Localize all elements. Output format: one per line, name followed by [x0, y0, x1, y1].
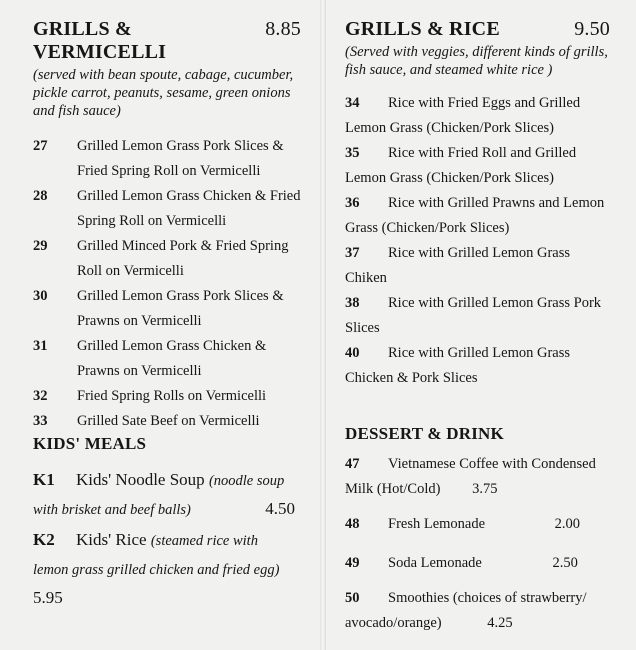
menu-item	[345, 91, 610, 141]
item-number: 40	[345, 345, 360, 361]
menu-item-list	[33, 134, 301, 434]
section-subtitle: (Served with veggies, different kinds of grills, fish sauce, and steamed white rice )	[345, 44, 608, 78]
section-price: 8.85	[265, 18, 301, 40]
menu-item	[345, 551, 610, 576]
section-title: DESSERT & DRINK	[345, 424, 504, 443]
section-price: 9.50	[574, 18, 610, 40]
item-text: Smoothies (choices of strawberry/ avocado/orange)	[345, 590, 587, 631]
item-text: Grilled Lemon Grass Pork Slices & Fried Spring Roll on Vermicelli	[77, 138, 284, 179]
item-text: Rice with Fried Eggs and Grilled Lemon Grass (Chicken/Pork Slices)	[345, 95, 581, 136]
item-text: Grilled Lemon Grass Chicken & Fried Spring Roll on Vermicelli	[77, 188, 301, 229]
item-text: Rice with Grilled Lemon Grass Pork Slices	[345, 295, 602, 336]
item-price: 3.75	[472, 481, 498, 497]
section-title-text: KIDS' MEALS	[33, 434, 147, 453]
item-description: (steamed rice with lemon grass grilled chicken and fried egg)	[33, 533, 280, 578]
item-number: 38	[345, 295, 360, 311]
item-price: 5.95	[33, 588, 63, 607]
item-number: 35	[345, 145, 360, 161]
kids-item	[33, 526, 295, 612]
section-header	[345, 424, 610, 444]
item-text: Rice with Grilled Lemon Grass Chicken & Pork Slices	[345, 345, 571, 386]
section-header	[345, 18, 610, 41]
item-number: 37	[345, 245, 360, 261]
item-number: 27	[33, 138, 48, 154]
item-price: 4.50	[265, 499, 295, 518]
item-text: Rice with Fried Roll and Grilled Lemon Grass (Chicken/Pork Slices)	[345, 145, 577, 186]
menu-item	[33, 234, 301, 284]
grills-rice-section	[345, 18, 610, 391]
menu-item	[345, 141, 610, 191]
item-price: 4.25	[487, 615, 513, 631]
menu-item-list	[345, 91, 610, 391]
menu-item	[345, 241, 610, 291]
kids-item	[33, 466, 295, 524]
item-text: Fried Spring Rolls on Vermicelli	[77, 388, 267, 404]
menu-item	[33, 184, 301, 234]
item-text: Grilled Lemon Grass Pork Slices & Prawns on Vermicelli	[77, 288, 284, 329]
item-text: Rice with Grilled Prawns and Lemon Grass (Chicken/Pork Slices)	[345, 195, 605, 236]
item-text: Grilled Minced Pork & Fried Spring Roll on Vermicelli	[77, 238, 289, 279]
item-text: Rice with Grilled Lemon Grass Chiken	[345, 245, 571, 286]
menu-item	[345, 291, 610, 341]
kids-meals-section	[33, 434, 295, 612]
section-subtitle: (served with bean spoute, cabage, cucumber, pickle carrot, peanuts, sesame, green onions and fish sauce)	[33, 67, 294, 119]
grills-vermicelli-section	[33, 18, 301, 434]
item-number: 29	[33, 238, 48, 254]
item-number: 31	[33, 338, 48, 354]
item-text: Soda Lemonade	[388, 555, 482, 571]
menu-item	[345, 191, 610, 241]
item-number: 36	[345, 195, 360, 211]
item-number: 49	[345, 555, 360, 571]
item-price: 2.00	[554, 516, 581, 532]
item-text: Fresh Lemonade	[388, 516, 486, 532]
item-number: 48	[345, 516, 360, 532]
dessert-drink-section	[345, 424, 610, 636]
item-number: K2	[33, 530, 55, 549]
menu-item	[345, 586, 610, 636]
menu-item	[345, 512, 610, 537]
item-number: 50	[345, 590, 360, 606]
item-price: 2.50	[552, 555, 578, 571]
item-number: 47	[345, 456, 360, 472]
menu-item	[33, 134, 301, 184]
item-number: 28	[33, 188, 48, 204]
page-fold	[320, 0, 326, 650]
item-number: 34	[345, 95, 360, 111]
item-number: 32	[33, 388, 48, 404]
item-number: K1	[33, 470, 55, 489]
item-name: Kids' Noodle Soup	[76, 470, 205, 489]
section-title: GRILLS & RICE	[345, 18, 500, 40]
item-text: Vietnamese Coffee with Condensed Milk (Hot/Cold)	[345, 456, 596, 497]
menu-item	[33, 384, 301, 409]
menu-item	[33, 334, 301, 384]
item-number: 30	[33, 288, 48, 304]
menu-item	[33, 409, 301, 434]
item-name: Kids' Rice	[76, 530, 147, 549]
section-header	[33, 18, 301, 64]
menu-item-list	[345, 452, 610, 636]
menu-item	[345, 452, 610, 502]
item-text: Grilled Sate Beef on Vermicelli	[77, 413, 260, 429]
section-title: GRILLS & VERMICELLI	[33, 18, 167, 63]
menu-item	[345, 341, 610, 391]
item-number: 33	[33, 413, 48, 429]
item-description: (noodle soup with brisket and beef balls)	[33, 473, 285, 518]
menu-item	[33, 284, 301, 334]
section-title	[33, 434, 295, 454]
item-text: Grilled Lemon Grass Chicken & Prawns on Vermicelli	[77, 338, 267, 379]
